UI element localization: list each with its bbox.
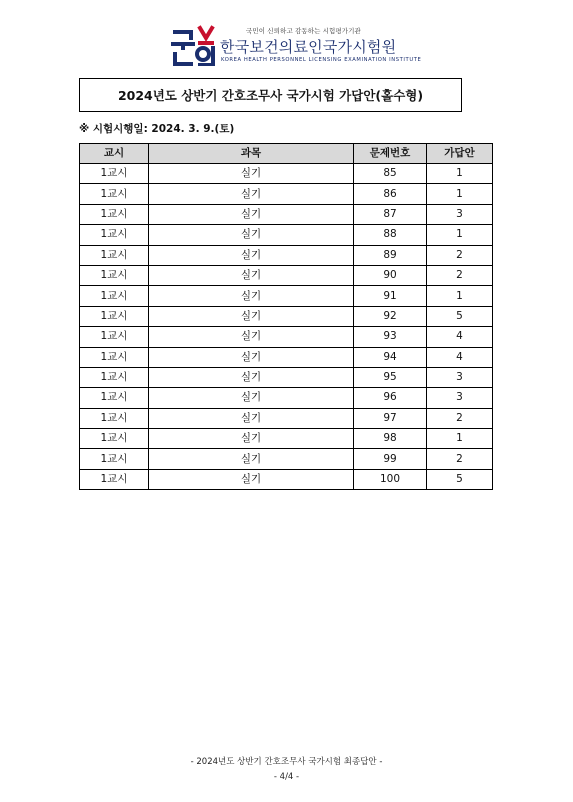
cell-question-number: 96: [354, 388, 427, 408]
cell-provisional-answer: 5: [427, 306, 493, 326]
cell-question-number: 91: [354, 286, 427, 306]
cell-question-number: 90: [354, 265, 427, 285]
institute-name: 한국보건의료인국가시험원: [220, 38, 397, 56]
table-row: [80, 306, 493, 326]
table-row: [80, 184, 493, 204]
cell-subject: 실기: [149, 367, 354, 387]
table-row: [80, 408, 493, 428]
cell-period: 1교시: [80, 388, 149, 408]
cell-provisional-answer: 3: [427, 388, 493, 408]
table-row: [80, 225, 493, 245]
document-title: 2024년도 상반기 간호조무사 국가시험 가답안(홀수형): [79, 78, 462, 112]
cell-provisional-answer: 1: [427, 429, 493, 449]
cell-provisional-answer: 1: [427, 286, 493, 306]
cell-subject: 실기: [149, 388, 354, 408]
cell-period: 1교시: [80, 204, 149, 224]
cell-provisional-answer: 4: [427, 327, 493, 347]
cell-subject: 실기: [149, 429, 354, 449]
cell-period: 1교시: [80, 184, 149, 204]
cell-question-number: 87: [354, 204, 427, 224]
cell-period: 1교시: [80, 429, 149, 449]
header-subject: 과목: [149, 144, 354, 164]
cell-question-number: 97: [354, 408, 427, 428]
cell-subject: 실기: [149, 469, 354, 489]
cell-period: 1교시: [80, 367, 149, 387]
cell-question-number: 88: [354, 225, 427, 245]
cell-provisional-answer: 4: [427, 347, 493, 367]
table-body: [80, 164, 493, 490]
cell-subject: 실기: [149, 225, 354, 245]
cell-question-number: 85: [354, 164, 427, 184]
table-row: [80, 164, 493, 184]
table-header-row: [80, 144, 493, 164]
cell-provisional-answer: 1: [427, 164, 493, 184]
cell-period: 1교시: [80, 286, 149, 306]
cell-subject: 실기: [149, 265, 354, 285]
exam-date: ※ 시험시행일: 2024. 3. 9.(토): [79, 123, 235, 135]
cell-subject: 실기: [149, 449, 354, 469]
cell-question-number: 98: [354, 429, 427, 449]
table-row: [80, 469, 493, 489]
table-row: [80, 347, 493, 367]
table-row: [80, 327, 493, 347]
page-number: - 4/4 -: [273, 772, 300, 782]
cell-question-number: 86: [354, 184, 427, 204]
cell-subject: 실기: [149, 347, 354, 367]
cell-provisional-answer: 2: [427, 408, 493, 428]
institute-english-name: KOREA HEALTH PERSONNEL LICENSING EXAMINATION INSTITUTE: [221, 57, 422, 63]
cell-provisional-answer: 3: [427, 367, 493, 387]
table-header: [80, 144, 493, 164]
cell-period: 1교시: [80, 449, 149, 469]
cell-provisional-answer: 2: [427, 245, 493, 265]
table-row: [80, 245, 493, 265]
table-row: [80, 388, 493, 408]
logo-slogan: 국민이 신뢰하고 감동하는 시험평가기관: [246, 27, 361, 35]
cell-question-number: 95: [354, 367, 427, 387]
cell-subject: 실기: [149, 164, 354, 184]
cell-question-number: 99: [354, 449, 427, 469]
cell-subject: 실기: [149, 286, 354, 306]
cell-provisional-answer: 5: [427, 469, 493, 489]
table-row: [80, 429, 493, 449]
table-row: [80, 449, 493, 469]
cell-question-number: 92: [354, 306, 427, 326]
cell-subject: 실기: [149, 184, 354, 204]
cell-question-number: 93: [354, 327, 427, 347]
cell-period: 1교시: [80, 306, 149, 326]
header-provisional-answer: 가답안: [427, 144, 493, 164]
answer-table: [79, 143, 493, 490]
cell-question-number: 94: [354, 347, 427, 367]
header-period: 교시: [80, 144, 149, 164]
footer-title: - 2024년도 상반기 간호조무사 국가시험 최종답안 -: [190, 757, 383, 767]
header-question-number: 문제번호: [354, 144, 427, 164]
cell-period: 1교시: [80, 469, 149, 489]
cell-provisional-answer: 1: [427, 184, 493, 204]
cell-provisional-answer: 1: [427, 225, 493, 245]
cell-question-number: 100: [354, 469, 427, 489]
cell-period: 1교시: [80, 164, 149, 184]
table-row: [80, 367, 493, 387]
cell-subject: 실기: [149, 204, 354, 224]
kuksiwon-logo-icon: [170, 24, 216, 70]
table-row: [80, 286, 493, 306]
cell-period: 1교시: [80, 327, 149, 347]
cell-provisional-answer: 2: [427, 449, 493, 469]
table-row: [80, 265, 493, 285]
cell-period: 1교시: [80, 347, 149, 367]
cell-period: 1교시: [80, 245, 149, 265]
cell-period: 1교시: [80, 265, 149, 285]
cell-period: 1교시: [80, 408, 149, 428]
cell-subject: 실기: [149, 327, 354, 347]
cell-subject: 실기: [149, 408, 354, 428]
institute-logo: [170, 24, 422, 70]
cell-subject: 실기: [149, 245, 354, 265]
cell-provisional-answer: 3: [427, 204, 493, 224]
cell-provisional-answer: 2: [427, 265, 493, 285]
cell-question-number: 89: [354, 245, 427, 265]
cell-period: 1교시: [80, 225, 149, 245]
cell-subject: 실기: [149, 306, 354, 326]
table-row: [80, 204, 493, 224]
